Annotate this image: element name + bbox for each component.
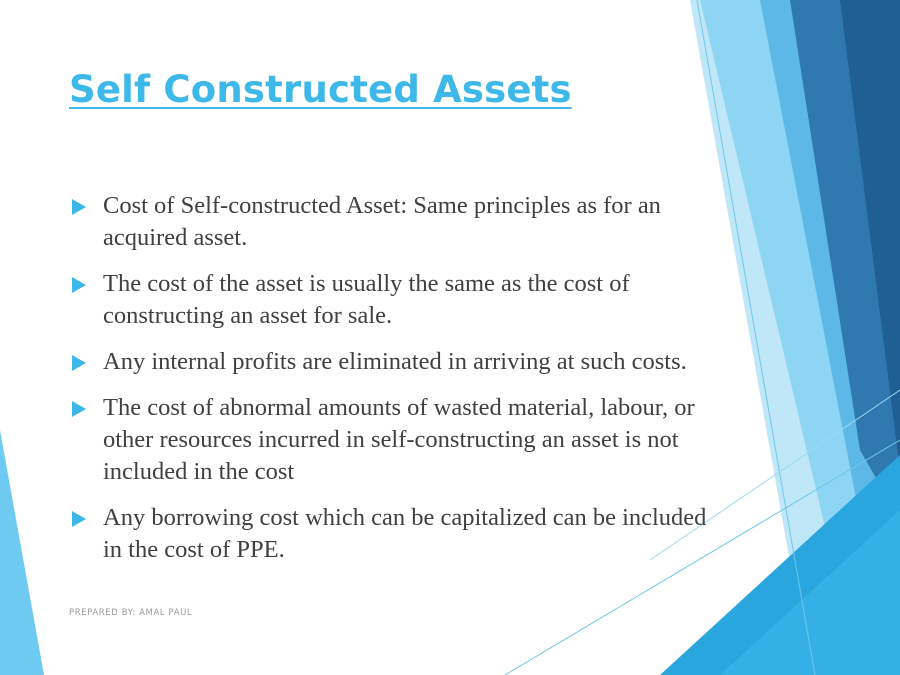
triangle-bullet-icon [72, 401, 86, 417]
bullet-text: Cost of Self-constructed Asset: Same principles as for an acquired asset. [103, 192, 661, 251]
triangle-bullet-icon [72, 511, 86, 527]
triangle-bullet-icon [72, 277, 86, 293]
left-edge-accent [0, 430, 44, 675]
bullet-list [70, 190, 710, 580]
bullet-text: The cost of the asset is usually the same as the cost of constructing an asset for sale. [103, 270, 630, 329]
bullet-item [70, 392, 710, 488]
bullet-text: Any internal profits are eliminated in arriving at such costs. [103, 348, 687, 375]
slide-title: Self Constructed Assets [69, 68, 572, 111]
bullet-item [70, 268, 710, 332]
bullet-item [70, 502, 710, 566]
triangle-bullet-icon [72, 355, 86, 371]
bullet-item [70, 346, 710, 378]
footer-credit: PREPARED BY: AMAL PAUL [69, 608, 193, 618]
bullet-text: The cost of abnormal amounts of wasted material, labour, or other resources incurred in self-constructing an asset is not included in the cost [103, 394, 695, 485]
bullet-text: Any borrowing cost which can be capitalized can be included in the cost of PPE. [103, 504, 707, 563]
triangle-bullet-icon [72, 199, 86, 215]
bullet-item [70, 190, 710, 254]
